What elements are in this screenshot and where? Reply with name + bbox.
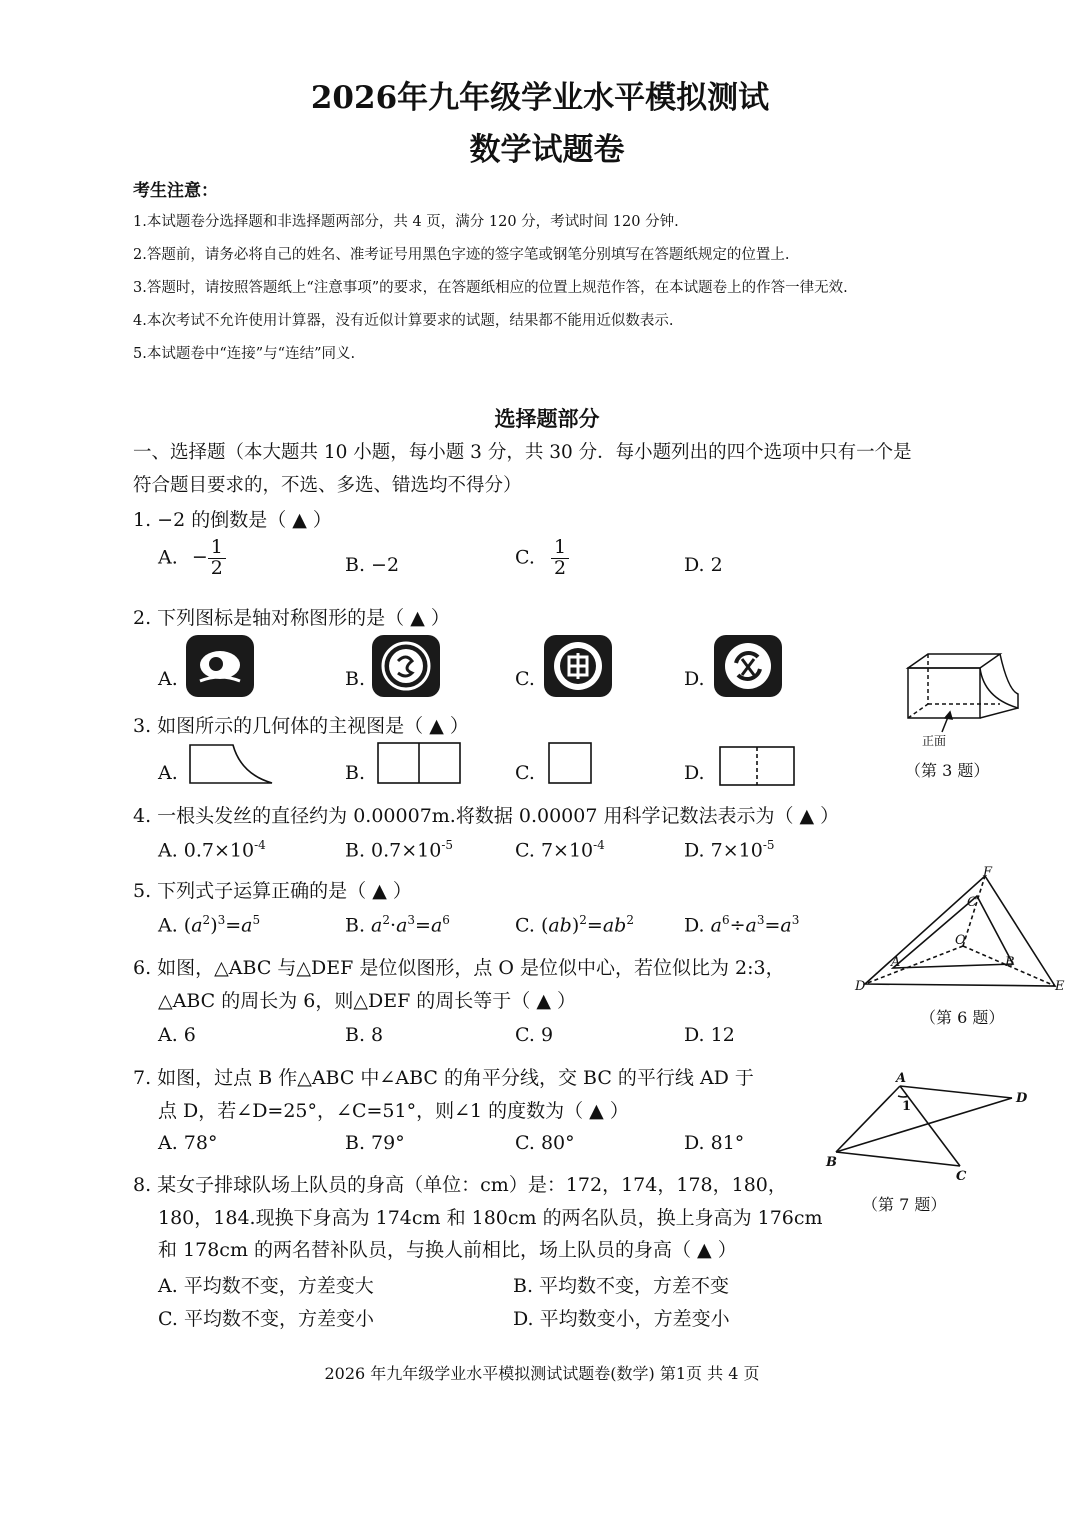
q5-option-c: C. $(ab)^2=ab^2$: [515, 913, 634, 937]
q7-label-b: B: [826, 1155, 837, 1170]
notice-item-2: 2.答题前，请务必将自己的姓名、准考证号用黑色字迹的签字笔或钢笔分别填写在答题纸规定的位置上.: [133, 247, 790, 263]
q1-option-c-letter: C.: [515, 546, 535, 569]
q5-option-a: A. $(a^2)^3=a^5$: [158, 913, 261, 937]
q3-option-d: D.: [684, 762, 705, 784]
q7-option-b: B. 79°: [345, 1132, 405, 1154]
q5-option-b: B. $a^2\cdot a^3=a^6$: [345, 913, 450, 937]
q3-option-a: A.: [158, 762, 178, 784]
q8-option-b: B. 平均数不变，方差不变: [513, 1275, 730, 1297]
q1-option-c: [515, 538, 569, 579]
q6-label-a: A: [891, 955, 901, 970]
q1-option-a-letter: A.: [158, 546, 178, 569]
q6-caption: （第 6 题）: [920, 1008, 1005, 1027]
q1-a-numerator: 1: [208, 538, 226, 559]
q6-homothety-figure: [855, 865, 1065, 996]
q1-option-d: D. 2: [684, 554, 723, 576]
notice-item-1: 1.本试题卷分选择题和非选择题两部分，共 4 页，满分 120 分，考试时间 120 分钟.: [133, 214, 679, 230]
q4-option-a-text: A. 0.7×10: [158, 839, 255, 862]
q3-stem: 3. 如图所示的几何体的主视图是（ ▲ ）: [133, 715, 469, 737]
bank-coin-emblem-icon: [544, 635, 612, 697]
q1-option-c-fraction: [551, 538, 569, 579]
q3-option-b: B.: [345, 762, 366, 784]
q8-stem-line1: 8. 某女子排球队场上队员的身高（单位：cm）是：172，174，178，180，: [133, 1174, 787, 1196]
q5-option-d: D. $a^6\div a^3=a^3$: [684, 913, 800, 937]
q4-option-d: [684, 838, 775, 861]
q2-stem: 2. 下列图标是轴对称图形的是（ ▲ ）: [133, 607, 450, 629]
section-intro-line1: 一、选择题（本大题共 10 小题，每小题 3 分，共 30 分．每小题列出的四个选项中只有一个是: [133, 442, 912, 463]
section-title: 选择题部分: [494, 406, 600, 431]
q3-front-label: 正面: [922, 734, 947, 748]
q2-option-c: C.: [515, 668, 535, 690]
q7-option-c: C. 80°: [515, 1132, 575, 1154]
q6-option-c: C. 9: [515, 1024, 554, 1046]
notice-item-3: 3.答题时，请按照答题纸上“注意事项”的要求，在答题纸相应的位置上规范作答，在本试题卷上的作答一律无效.: [133, 280, 848, 296]
q6-label-c: C: [967, 895, 977, 910]
q4-option-a: [158, 838, 266, 861]
page-subtitle: 数学试题卷: [469, 132, 625, 168]
q6-stem-line2: △ABC 的周长为 6，则△DEF 的周长等于（ ▲ ）: [158, 990, 576, 1012]
swirl-emblem-icon: [372, 635, 440, 697]
q3-option-a-shape: [189, 744, 273, 784]
q6-option-b: B. 8: [345, 1024, 384, 1046]
q7-option-d: D. 81°: [684, 1132, 745, 1154]
q2-option-b: B.: [345, 668, 366, 690]
q1-c-denominator: 2: [553, 556, 567, 579]
q7-option-a: A. 78°: [158, 1132, 218, 1154]
q4-option-c-text: C. 7×10: [515, 839, 594, 862]
q7-label-angle-1: 1: [902, 1099, 912, 1114]
q2-option-d: D.: [684, 668, 705, 690]
page-title: 2026年九年级学业水平模拟测试: [310, 80, 770, 116]
q4-option-b-exp: -5: [441, 838, 454, 852]
notice-item-4: 4.本次考试不允许使用计算器，没有近似计算要求的试题，结果都不能用近似数表示.: [133, 313, 674, 329]
q4-option-a-exp: -4: [254, 838, 266, 852]
q6-label-b: B: [1005, 955, 1015, 970]
q6-stem-line1: 6. 如图，△ABC 与△DEF 是位似图形，点 O 是位似中心，若位似比为 2:3，: [133, 957, 785, 979]
q3-option-c-shape: [548, 742, 592, 784]
q1-option-a-fraction: [208, 538, 226, 579]
q1-c-numerator: 1: [551, 538, 569, 559]
q7-label-a: A: [896, 1071, 907, 1086]
q7-stem-line1: 7. 如图，过点 B 作△ABC 中∠ABC 的角平分线，交 BC 的平行线 AD 于: [133, 1067, 754, 1089]
q8-stem-line3: 和 178cm 的两名替补队员，与换人前相比，场上队员的身高（ ▲ ）: [158, 1239, 737, 1261]
q4-option-b-text: B. 0.7×10: [345, 839, 442, 862]
q7-caption: （第 7 题）: [862, 1195, 947, 1214]
q6-label-o: O: [955, 933, 966, 948]
cloud-emblem-icon: [186, 635, 254, 697]
notice-item-5: 5.本试题卷中“连接”与“连结”同义.: [133, 346, 356, 362]
q6-label-e: E: [1055, 979, 1065, 994]
q1-a-denominator: 2: [210, 556, 223, 579]
q8-stem-line2: 180，184.现换下身高为 174cm 和 180cm 的两名队员，换上身高为 176cm: [158, 1207, 823, 1229]
section-intro-line2: 符合题目要求的，不选、多选、错选均不得分）: [133, 475, 522, 496]
q8-option-a: A. 平均数不变，方差变大: [158, 1275, 374, 1297]
q1-stem: 1. −2 的倒数是（ ▲ ）: [133, 509, 332, 531]
page-footer: 2026 年九年级学业水平模拟测试试题卷(数学) 第1页 共 4 页: [324, 1364, 760, 1383]
q6-label-f: F: [983, 865, 993, 880]
notice-heading: 考生注意：: [133, 181, 218, 201]
recycle-emblem-icon: [714, 635, 782, 697]
q6-option-a: A. 6: [158, 1024, 196, 1046]
q1-option-b: B. −2: [345, 554, 400, 576]
q4-option-d-text: D. 7×10: [684, 839, 763, 862]
q1-option-a: [158, 538, 226, 579]
q8-option-d: D. 平均数变小，方差变小: [513, 1308, 730, 1330]
q4-stem: 4. 一根头发丝的直径约为 0.00007m.将数据 0.00007 用科学记数法表示为（ ▲ ）: [133, 805, 840, 827]
q3-option-c: C.: [515, 762, 535, 784]
q4-option-c-exp: -4: [593, 838, 605, 852]
q3-caption: （第 3 题）: [905, 761, 990, 780]
q3-option-d-shape: [719, 746, 795, 786]
q1-option-a-sign: −: [191, 546, 208, 569]
q7-stem-line2: 点 D，若∠D=25°，∠C=51°，则∠1 的度数为（ ▲ ）: [158, 1100, 629, 1122]
q3-option-b-shape: [377, 742, 461, 784]
q2-option-a: A.: [158, 668, 178, 690]
q7-label-d: D: [1016, 1091, 1028, 1106]
q8-option-c: C. 平均数不变，方差变小: [158, 1308, 374, 1330]
q3-solid-figure: [900, 648, 1030, 748]
q5-stem: 5. 下列式子运算正确的是（ ▲ ）: [133, 880, 412, 902]
q4-option-d-exp: -5: [762, 838, 775, 852]
q4-option-b: [345, 838, 453, 861]
q7-label-c: C: [956, 1169, 967, 1184]
q4-option-c: [515, 838, 605, 861]
q6-label-d: D: [855, 979, 866, 994]
q7-angle-bisector-figure: [826, 1068, 1036, 1184]
q6-option-d: D. 12: [684, 1024, 735, 1046]
